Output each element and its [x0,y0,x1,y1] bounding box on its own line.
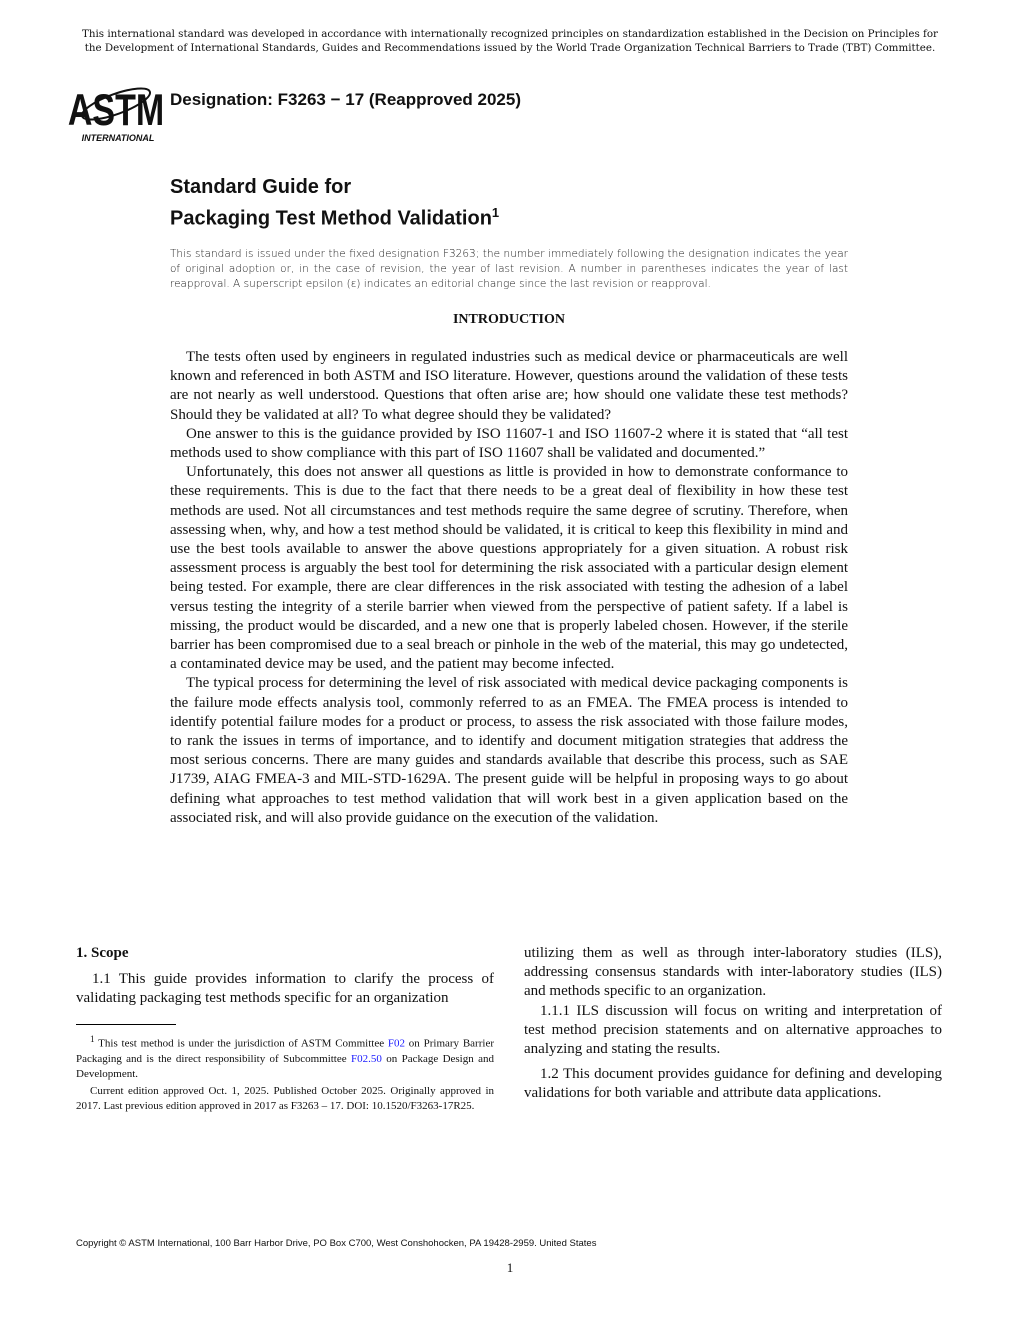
intro-paragraph: The tests often used by engineers in regulated industries such as medical device or pharmaceuticals are well known and referenced in both ASTM and ISO literature. However, questions around the validation of these tests are not nearly as well understood. Questions that often arise are; how should one validate these test methods? Should they be validated at all? To what degree should they be validated? [170,349,848,423]
title-line-2 [170,200,499,232]
svg-text:ASTM: ASTM [67,85,165,135]
copyright: Copyright © ASTM International, 100 Barr Harbor Drive, PO Box C700, West Conshohocken, PA 19428-2959. United States [76,1238,597,1249]
intro-paragraph: Unfortunately, this does not answer all questions as little is provided in how to demonstrate conformance to these requirements. This is due to the fact that there needs to be a great deal of flexibility in how these test methods are used. Not all circumstances and test methods require the same degree of scrutiny. Therefore, when assessing when, why, and how a test method should be validated, it is critical to keep this flexibility in mind and use the best tools available to answer the above questions appropriately for a given situation. A robust risk assessment process is arguably the best tool for determining the risk associated with a particular design element being tested. For example, there are clear differences in the risk associated with testing the adhesion of a label versus testing the integrity of a sterile barrier when viewed from the perspective of patient safety. If a label is missing, the product would be discarded, and a new one that is properly labeled chosen. However, if the sterile barrier has been compromised due to a seal breach or pinhole in the web of the material, this may go undetected, a contaminated device may be used, and the patient may become infected. [170,464,848,673]
intro-paragraph: One answer to this is the guidance provided by ISO 11607-1 and ISO 11607-2 where it is stated that “all test methods used to show compliance with this part of ISO 11607 shall be validated and documented.” [170,425,848,462]
astm-logo-icon [67,78,165,144]
introduction-heading: INTRODUCTION [452,312,565,327]
document-title [170,174,499,232]
right-column [524,944,942,1104]
issue-note: This standard is issued under the fixed designation F3263; the number immediately following the designation indicates the year of original adoption or, in the case of revision, the year of last revision. A number in parentheses indicates the year of last reapproval. A superscript epsilon (ε) indicates an editorial change since the last revision or reapproval. [170,248,848,290]
footnote-mark: 1 [491,205,500,220]
intro-paragraph: The typical process for determining the level of risk associated with medical device packaging components is the failure mode effects analysis tool, commonly referred to as an FMEA. The FMEA process is intended to identify potential failure modes for a product or process, to assess the risk associated with those failure modes, to rank the issues in terms of importance, and to identify and document mitigation strategies that address the most serious concerns. There are many guides and standards available that describe this process, such as SAE J1739, AIAG FMEA-3 and MIL-STD-1629A. The present guide will be helpful in proposing ways to go about defining what approaches to test method validation that will work best in a given application based on the associated risk, and will also provide guidance on the execution of the validation. [170,675,848,826]
footnotes [76,1032,494,1114]
footnote-mark: 1 [90,1034,95,1044]
designation: Designation: F3263 − 17 (Reapproved 2025) [170,90,521,109]
footnote-text: on Package Design and Development. [76,1052,494,1080]
footnote-text: on Primary Barrier Packaging and is the direct responsibility of Subcommittee [76,1037,494,1065]
section-1-2: 1.2 This document provides guidance for defining and developing validations for both variable and attribute data applications. [524,1066,942,1102]
committee-link[interactable]: F02 [387,1037,406,1050]
footnote-divider [76,1024,176,1025]
section-1-1-1: 1.1.1 ILS discussion will focus on writing and interpretation of test method precision statements and on alternative approaches to analyzing and stating the results. [524,1002,942,1058]
footnote-text: This test method is under the jurisdiction of ASTM Committee [94,1037,388,1050]
title-line-1: Standard Guide for [170,176,352,198]
page-number: 1 [506,1260,514,1275]
scope-heading: 1. Scope [76,945,129,961]
title-text: Packaging Test Method Validation [170,207,492,230]
introduction-body [170,348,848,828]
edition-note: Current edition approved Oct. 1, 2025. Published October 2025. Originally approved in 2017. Last previous edition approved in 2017 as F3263 – 17. DOI: 10.1520/F3263-17R25. [76,1084,494,1112]
wto-notice: This international standard was developed in accordance with internationally recognized principles on standardization established in the Decision on Principles for the Development of International Standards, Guides and Recommendations issued by the World Trade Organization Technical Barriers to Trade (TBT) Committee. [82,28,938,54]
section-1-1: 1.1 This guide provides information to clarify the process of validating packaging test methods specific for an organization [76,971,494,1007]
section-1-1-cont: utilizing them as well as through inter-laboratory studies (ILS), addressing consensus standards with inter-laboratory studies (ILS) and methods specific to an organization. [524,945,942,1000]
svg-text:INTERNATIONAL: INTERNATIONAL [81,133,155,143]
astm-logo [67,78,165,144]
subcommittee-link[interactable]: F02.50 [350,1052,382,1065]
left-column [76,944,494,1009]
footnote-1 [76,1032,494,1082]
